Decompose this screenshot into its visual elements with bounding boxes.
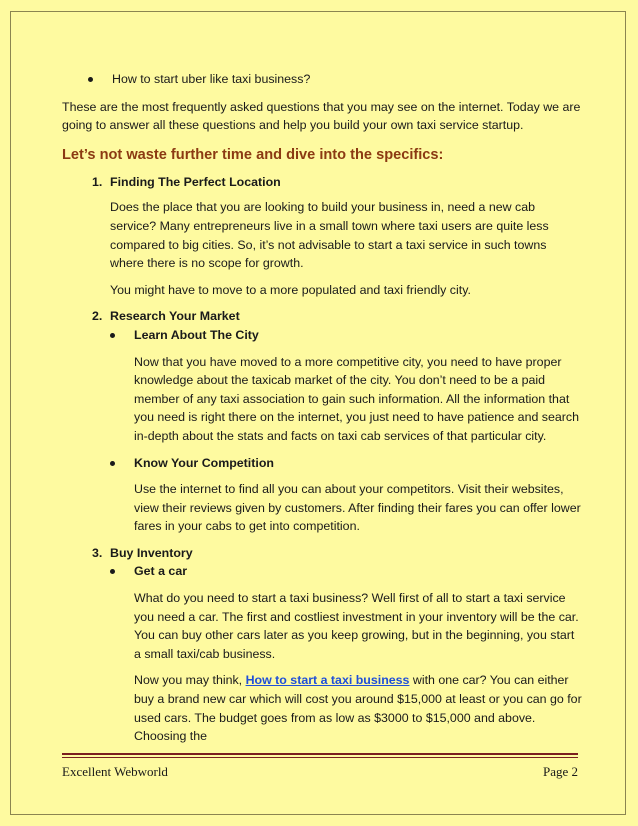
paragraph: Does the place that you are looking to build your business in, need a new cab service? Many entrepreneurs live in a small town where taxi users are quite less compared to big cities. So, it’s not advisable to start a taxi service in such towns where there is no scope for growth. (110, 200, 549, 271)
footer-rule (62, 753, 578, 755)
section-number: 3. (92, 545, 103, 560)
section-title: Research Your Market (110, 309, 240, 324)
sub-bullet (110, 562, 582, 581)
footer-rule-thin (62, 757, 578, 758)
numbered-section-3 (62, 544, 582, 746)
sub-bullet-title: Know Your Competition (134, 455, 274, 470)
sub-bullet-title: Get a car (134, 564, 188, 579)
bullet-icon (110, 333, 115, 338)
paragraph: Now that you have moved to a more competitive city, you need to have proper knowledge about the taxicab market of the city. You don’t need to be a paid member of any taxi association to gain such information. All the information that you need is right there on the internet, you just need to have patience and search in-depth about the stats and facts on taxi cab services of that particular city. (134, 354, 579, 443)
bullet-icon (110, 569, 115, 574)
bullet-text: How to start uber like taxi business? (112, 72, 311, 86)
paragraph: What do you need to start a taxi business? Well first of all to start a taxi service you need a car. The first and costliest investment in your inventory will be the car. You can buy other cars later as you keep growing, but in the beginning, you start a small taxi/cab business. (134, 591, 579, 661)
section-number: 2. (92, 309, 103, 324)
bullet-icon (110, 461, 115, 466)
section-title: Buy Inventory (110, 545, 193, 560)
sub-bullet-title: Learn About The City (134, 327, 259, 342)
section-number: 1. (92, 174, 103, 189)
numbered-section-2 (62, 307, 582, 536)
intro-paragraph: These are the most frequently asked questions that you may see on the internet. Today we are going to answer all these questions and help you build your own taxi service startup. (62, 99, 581, 133)
paragraph: You might have to move to a more populated and taxi friendly city. (110, 282, 471, 297)
section-heading: Let’s not waste further time and dive into the specifics: (62, 146, 444, 163)
paragraph: Use the internet to find all you can about your competitors. Visit their websites, view their reviews given by customers. After finding their fares you can offer lower fares in your cabs to get into competition. (134, 482, 581, 534)
footer-page-number: Page 2 (542, 764, 578, 779)
sub-bullet (110, 454, 582, 473)
text-before-link: Now you may think, (134, 673, 246, 688)
taxi-business-link[interactable]: How to start a taxi business (245, 673, 410, 688)
paragraph-with-link (134, 671, 582, 745)
bullet-icon (88, 77, 93, 82)
footer-company: Excellent Webworld (62, 764, 168, 779)
text-after-link: with one car? You can either buy a brand new car which will cost you around $15,000 at least or you can go for used cars. The budget goes from as low as $3000 to $15,000 and above. Choosing the (134, 673, 582, 744)
page-content (62, 70, 582, 754)
section-title: Finding The Perfect Location (110, 174, 281, 189)
sub-bullet (110, 326, 582, 345)
numbered-section-1 (62, 173, 582, 300)
list-item (88, 70, 582, 89)
